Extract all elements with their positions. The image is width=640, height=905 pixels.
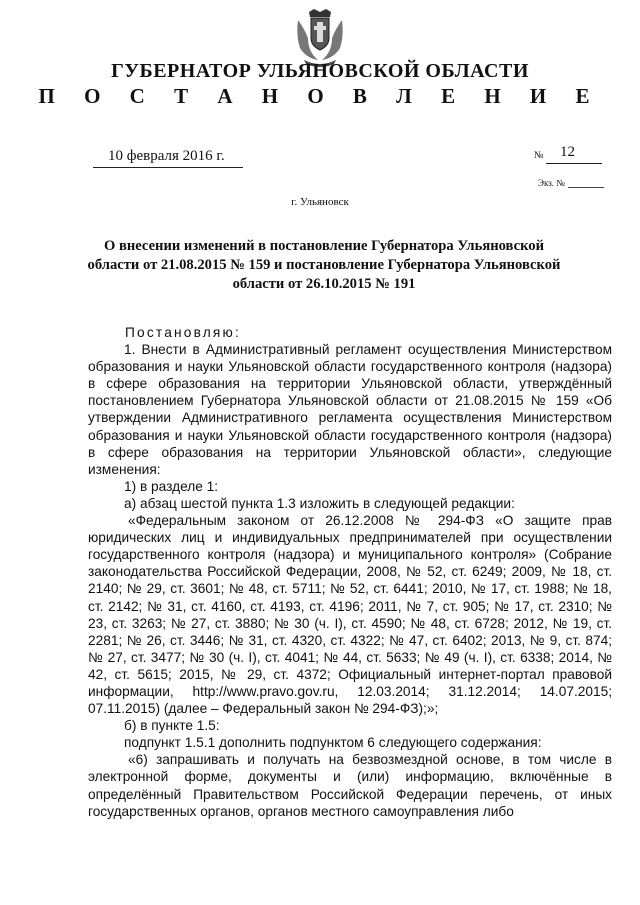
paragraph: а) абзац шестой пункта 1.3 изложить в следующей редакции: <box>124 495 515 511</box>
paragraph: подпункт 1.5.1 дополнить подпунктом 6 следующего содержания: <box>124 735 542 751</box>
paragraph: 1. Внести в Административный регламент осуществления Министерством образования и науки Ульяновской области государственного контроля (надзора) в сфере образования на территории Ульяновской области, утверждённый постановлением Губернатора Ульяновской области от 21.08.2015 № 159 «Об утверждении Административного регламента осуществления Министерством образования и науки Ульяновской области государственного контроля (надзора) в сфере образования на территории Ульяновской области», следующие изменения: <box>88 342 612 477</box>
paragraph: 1) в разделе 1: <box>124 478 219 494</box>
paragraph: «6) запрашивать и получать на безвозмездной основе, в том числе в электронной форме, документы и (или) информацию, включённые в определённый Правительством Российской Федерации перечень, от иных государственных органов, органов местного самоуправления либо <box>88 752 612 819</box>
number-underline <box>546 163 602 164</box>
paragraph: б) в пункте 1.5: <box>124 718 220 734</box>
issuer-title: ГУБЕРНАТОР УЛЬЯНОВСКОЙ ОБЛАСТИ <box>111 60 529 82</box>
copy-number-underline <box>568 187 604 188</box>
date-underline <box>93 167 243 168</box>
decree-intro: Постановляю: <box>125 325 242 340</box>
document-subject: О внесении изменений в постановление Губернатора Ульяновской области от 21.08.2015 № 159 и постановление Губернатора Ульяновской области от 26.10.2015 № 191 <box>87 238 561 292</box>
document-number: 12 <box>560 144 575 160</box>
city: г. Ульяновск <box>291 196 349 208</box>
document-body <box>88 324 612 820</box>
copy-number-label: Экз. № <box>538 178 565 188</box>
ulyanovsk-coat-of-arms-icon <box>294 8 346 68</box>
document-date: 10 февраля 2016 г. <box>108 148 225 164</box>
number-label: № <box>534 150 544 161</box>
paragraph: «Федеральным законом от 26.12.2008 № 294-ФЗ «О защите прав юридических лиц и индивидуальных предпринимателей при осуществлении государственного контроля (надзора) и муниципального контроля» (Собрание законодательства Российской Федерации, 2008, № 52, ст. 6249; 2009, № 18, ст. 2140; № 29, ст. 3601; № 48, ст. 5711; № 52, ст. 6441; 2010, № 17, ст. 1988; № 18, ст. 2142; № 31, ст. 4160, ст. 4193, ст. 4196; 2011, № 7, ст. 905; № 17, ст. 2310; № 23, ст. 3263; № 27, ст. 3880; № 30 (ч. I), ст. 4590; № 48, ст. 6728; 2012, № 19, ст. 2281; № 26, ст. 3446; № 31, ст. 4320, ст. 4322; № 47, ст. 6402; 2013, № 9, ст. 874; № 27, ст. 3477; № 30 (ч. I), ст. 4041; № 44, ст. 5633; № 49 (ч. I), ст. 6338; 2014, № 42, ст. 5615; 2015, № 29, ст. 4372; Официальный интернет-портал правовой информации, http://www.pravo.gov.ru, 12.03.2014; 31.12.2014; 14.07.2015; 07.11.2015) (далее – Федеральный закон № 294-ФЗ);»; <box>88 513 612 717</box>
document-type: П О С Т А Н О В Л Е Н И Е <box>38 84 602 108</box>
